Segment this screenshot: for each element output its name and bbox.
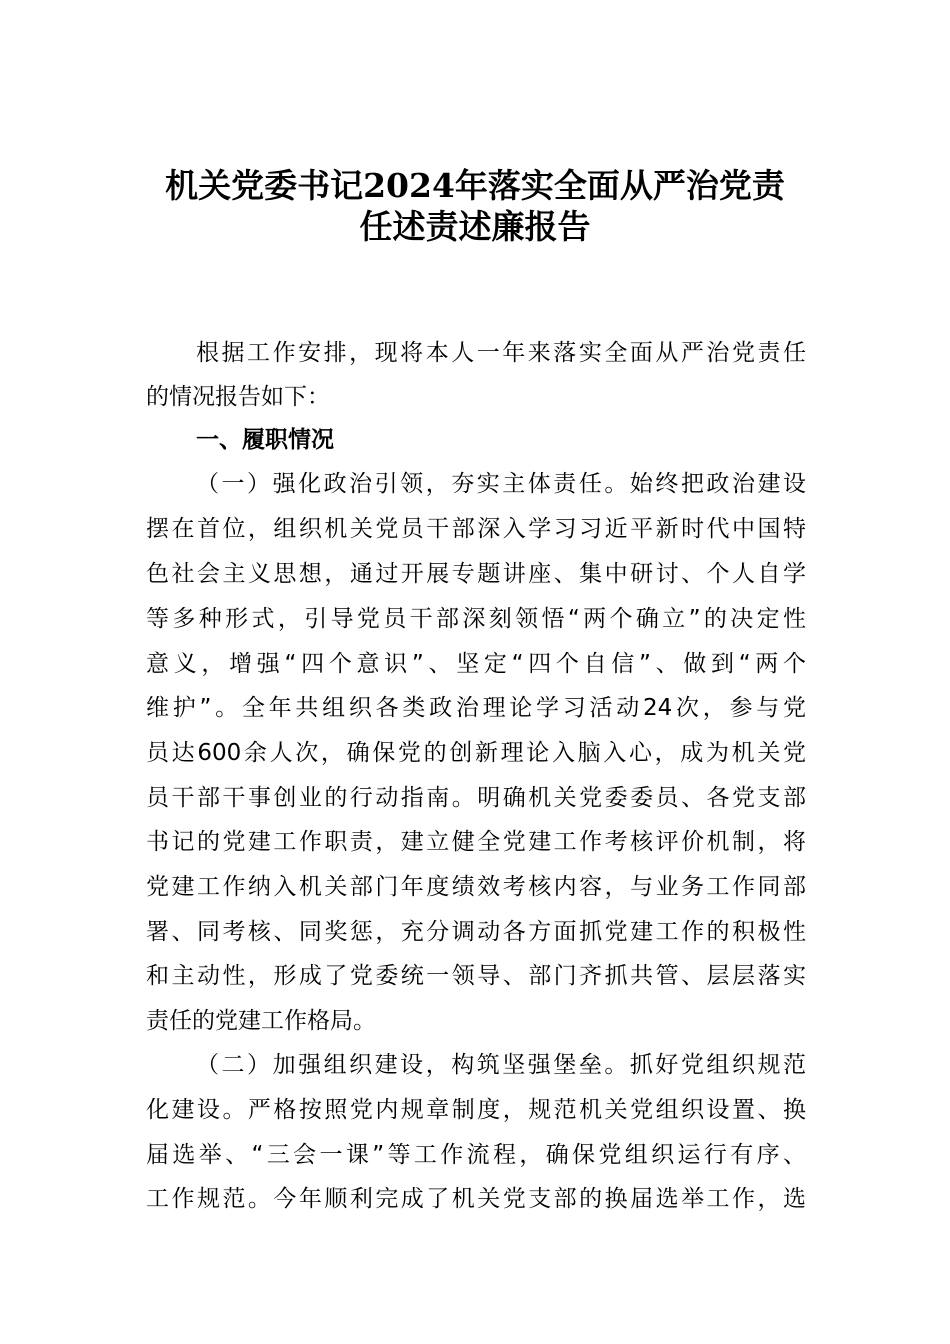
subsection-1-line: 摆在首位，组织机关党员干部深入学习习近平新时代中国特 bbox=[146, 516, 806, 542]
subsection-1-line: 党建工作纳入机关部门年度绩效考核内容，与业务工作同部 bbox=[146, 874, 806, 900]
subsection-1-line: 和主动性，形成了党委统一领导、部门齐抓共管、层层落实 bbox=[146, 963, 806, 989]
section-heading: 一、履职情况 bbox=[196, 427, 334, 453]
subsection-1-line: 色社会主义思想，通过开展专题讲座、集中研讨、个人自学 bbox=[146, 561, 806, 587]
subsection-1-line: 员干部干事创业的行动指南。明确机关党委委员、各党支部 bbox=[146, 785, 806, 811]
document-title-line-2: 任述责述廉报告 bbox=[359, 207, 591, 246]
subsection-2-line: （二）加强组织建设，构筑坚强堡垒。抓好党组织规范 bbox=[196, 1052, 806, 1078]
subsection-1-line: 责任的党建工作格局。 bbox=[146, 1008, 376, 1034]
subsection-1-line: 署、同考核、同奖惩，充分调动各方面抓党建工作的积极性 bbox=[146, 919, 806, 945]
subsection-1-line: （一）强化政治引领，夯实主体责任。始终把政治建设 bbox=[196, 471, 806, 497]
subsection-1-line: 等多种形式，引导党员干部深刻领悟“两个确立”的决定性 bbox=[146, 606, 806, 632]
subsection-2-line: 届选举、“三会一课”等工作流程，确保党组织运行有序、 bbox=[146, 1142, 806, 1168]
intro-paragraph-line: 的情况报告如下： bbox=[146, 384, 330, 410]
document-title-line-1: 机关党委书记2024年落实全面从严治党责 bbox=[165, 166, 785, 205]
subsection-2-line: 化建设。严格按照党内规章制度，规范机关党组织设置、换 bbox=[146, 1097, 806, 1123]
subsection-1-line: 书记的党建工作职责，建立健全党建工作考核评价机制，将 bbox=[146, 829, 806, 855]
subsection-1-line: 维护”。全年共组织各类政治理论学习活动24次，参与党 bbox=[146, 695, 806, 721]
subsection-1-line: 员达600余人次，确保党的创新理论入脑入心，成为机关党 bbox=[146, 740, 806, 766]
subsection-2-line: 工作规范。今年顺利完成了机关党支部的换届选举工作，选 bbox=[146, 1186, 806, 1212]
subsection-1-line: 意义，增强“四个意识”、坚定“四个自信”、做到“两个 bbox=[146, 651, 806, 677]
intro-paragraph-line: 根据工作安排，现将本人一年来落实全面从严治党责任 bbox=[196, 340, 806, 366]
